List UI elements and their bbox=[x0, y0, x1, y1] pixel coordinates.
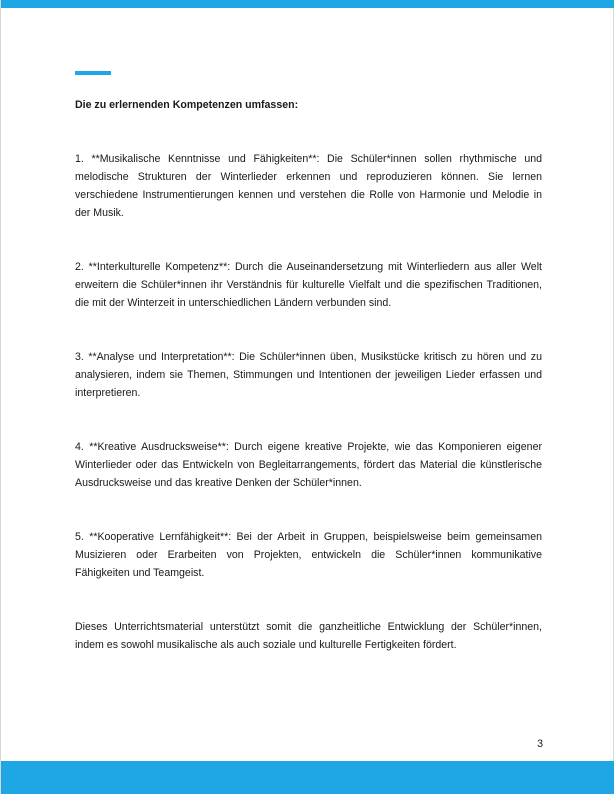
document-body bbox=[75, 96, 542, 654]
page-number: 3 bbox=[537, 738, 543, 750]
competence-item-2: 2. **Interkulturelle Kompetenz**: Durch die Auseinandersetzung mit Winterliedern aus aller Welt erweitern die Schüler*innen ihr Verständnis für kulturelle Vielfalt und die spezifischen Traditionen, die mit der Winterzeit in unterschiedlichen Ländern verbunden sind. bbox=[75, 261, 542, 309]
bottom-accent-bar bbox=[1, 761, 614, 794]
competence-item-5: 5. **Kooperative Lernfähigkeit**: Bei der Arbeit in Gruppen, beispielsweise beim gemeinsamen Musizieren oder Erarbeiten von Projekten, entwickeln die Schüler*innen kommunikative Fähigkeiten und Teamgeist. bbox=[75, 531, 542, 579]
competence-item-4: 4. **Kreative Ausdrucksweise**: Durch eigene kreative Projekte, wie das Komponieren eigener Winterlieder oder das Entwickeln von Begleitarrangements, fördert das Material die künstlerische Ausdrucksweise und das kreative Denken der Schüler*innen. bbox=[75, 441, 542, 489]
top-accent-bar bbox=[1, 0, 614, 8]
closing-paragraph: Dieses Unterrichtsmaterial unterstützt somit die ganzheitliche Entwicklung der Schüler*innen, indem es sowohl musikalische als auch soziale und kulturelle Fertigkeiten fördert. bbox=[75, 621, 542, 651]
heading-accent-line bbox=[75, 71, 111, 75]
competence-item-1: 1. **Musikalische Kenntnisse und Fähigkeiten**: Die Schüler*innen sollen rhythmische und melodische Strukturen der Winterlieder erkennen und reproduzieren können. Sie lernen verschiedene Instrumentierungen kennen und verstehen die Rolle von Harmonie und Melodie in der Musik. bbox=[75, 153, 542, 219]
competence-item-3: 3. **Analyse und Interpretation**: Die Schüler*innen üben, Musikstücke kritisch zu hören und zu analysieren, indem sie Themen, Stimmungen und Intentionen der jeweiligen Lieder erfassen und interpretieren. bbox=[75, 351, 542, 399]
section-heading: Die zu erlernenden Kompetenzen umfassen: bbox=[75, 99, 299, 111]
